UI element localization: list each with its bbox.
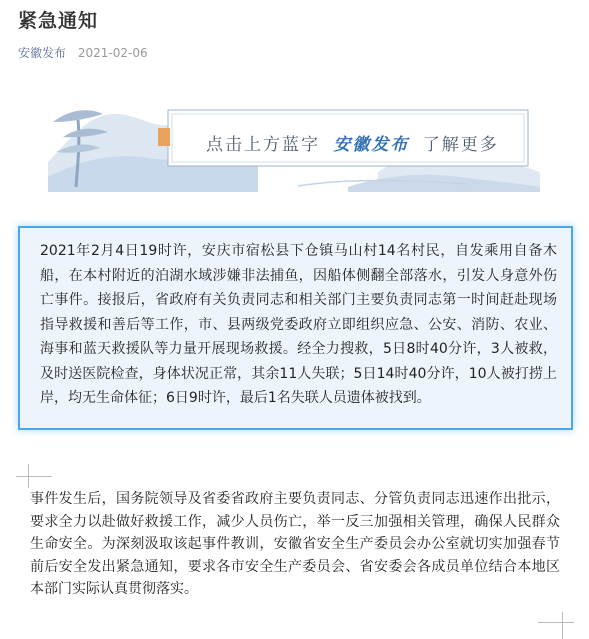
banner-prefix: 点击上方蓝字 <box>206 135 320 155</box>
banner-caption <box>206 130 499 155</box>
article-meta <box>18 44 148 61</box>
incident-summary-box <box>18 226 573 430</box>
author-link[interactable]: 安徽发布 <box>18 46 67 60</box>
incident-summary-text: 2021年2月4日19时许，安庆市宿松县下仓镇马山村14名村民，自发乘用自备木船，在本村附近的泊湖水域涉嫌非法捕鱼，因船体侧翻全部落水，引发人身意外伤亡事件。接报后，省政府有关负责同志和相关部门主要负责同志第一时间赶赴现场指导救援和善后等工作，市、县两级党委政府立即组织应急、公安、消防、农业、海事和蓝天救援队等力量开展现场救援。经全力搜救，5日8时40分许，3人被救，及时送医院检查，身体状况正常，其余11人失联；5日14时40分许，10人被打捞上岸，均无生命体征；6日9时许，最后1名失联人员遗体被找到。 <box>40 243 557 406</box>
follow-banner[interactable] <box>48 92 540 192</box>
page-title: 紧急通知 <box>18 10 99 32</box>
banner-brand-link[interactable]: 安徽发布 <box>333 135 410 155</box>
publish-date: 2021-02-06 <box>77 46 148 60</box>
body-paragraph-text: 事件发生后，国务院领导及省委省政府主要负责同志、分管负责同志迅速作出批示，要求全力以赴做好救援工作，减少人员伤亡，举一反三加强相关管理，确保人民群众生命安全。为深刻汲取该起事件教训，安徽省安全生产委员会办公室就切实加强春节前后安全发出紧急通知，要求各市安全生产委员会、省安委会各成员单位结合本地区本部门实际认真贯彻落实。 <box>30 491 560 597</box>
banner-suffix: 了解更多 <box>422 135 499 155</box>
body-paragraph <box>30 488 560 601</box>
